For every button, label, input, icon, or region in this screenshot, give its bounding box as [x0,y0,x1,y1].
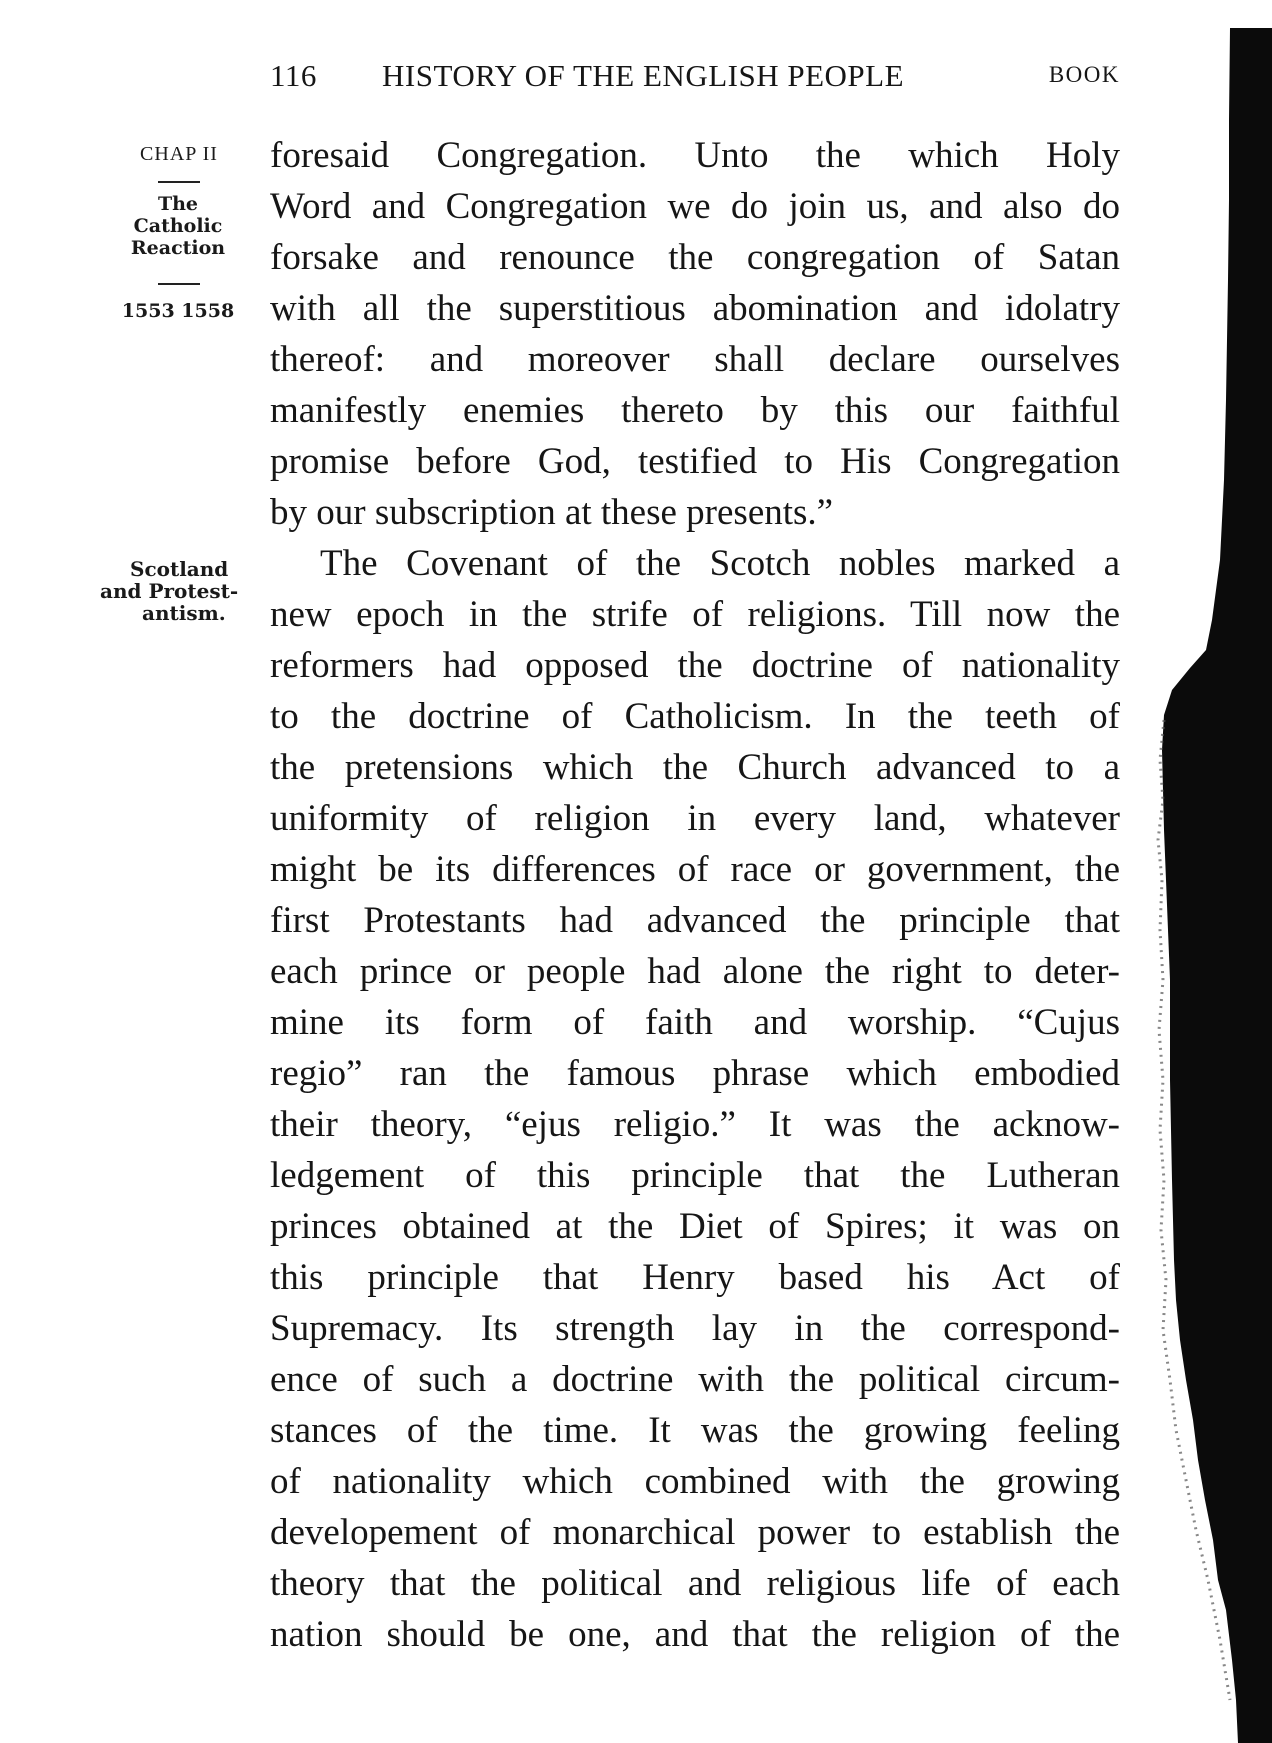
text-line: might be its differences of race or government, the [270,849,1120,890]
text-line: foresaid Congregation. Unto the which Holy [270,135,1120,176]
text-line: uniformity of religion in every land, whatever [270,798,1120,839]
text-line: Word and Congregation we do join us, and also do [270,186,1120,227]
text-line: the pretensions which the Church advanced to a [270,747,1120,788]
text-line: princes obtained at the Diet of Spires; it was on [270,1206,1120,1247]
chapter-label: CHAP II [140,143,218,165]
text-line: of nationality which combined with the growing [270,1461,1120,1502]
text-line: Supremacy. Its strength lay in the correspond- [270,1308,1120,1349]
text-line: ledgement of this principle that the Lutheran [270,1155,1120,1196]
topic-side-note [118,193,238,259]
topic-line: Catholic [133,215,223,237]
text-line: by our subscription at these presents.” [270,492,834,533]
text-line: nation should be one, and that the religion of the [270,1614,1120,1655]
text-line: their theory, “ejus religio.” It was the acknow- [270,1104,1120,1145]
topic-line: The [157,193,199,215]
text-line: developement of monarchical power to establish the [270,1512,1120,1553]
text-line: new epoch in the strife of religions. Till now the [270,594,1120,635]
page-number: 116 [270,58,317,93]
text-line: The Covenant of the Scotch nobles marked a [320,543,1120,584]
margin-rule [158,181,200,183]
text-line: ence of such a doctrine with the political circum- [270,1359,1120,1400]
running-title: HISTORY OF THE ENGLISH PEOPLE [382,58,905,93]
topic-line: Reaction [130,237,226,259]
book-label: BOOK [1048,62,1120,87]
text-line: regio” ran the famous phrase which embodied [270,1053,1120,1094]
text-line: this principle that Henry based his Act of [270,1257,1120,1298]
text-line: mine its form of faith and worship. “Cujus [270,1002,1120,1043]
margin-rule [158,283,200,285]
text-line: stances of the time. It was the growing feeling [270,1410,1120,1451]
text-line: reformers had opposed the doctrine of nationality [270,645,1120,686]
text-line: manifestly enemies thereto by this our faithful [270,390,1120,431]
date-side-note: 1553 1558 [121,300,235,322]
text-line: to the doctrine of Catholicism. In the teeth of [270,696,1120,737]
text-line: promise before God, testified to His Congregation [270,441,1120,482]
body-text [270,130,1120,1660]
gutter-shadow-shape [1162,28,1272,1743]
section-note-line: and Protest- [100,579,239,603]
gutter-edge-texture [1158,720,1230,1700]
text-line: with all the superstitious abomination and idolatry [270,288,1120,329]
section-side-note [100,558,245,624]
text-line: first Protestants had advanced the principle that [270,900,1120,941]
text-line: forsake and renounce the congregation of Satan [270,237,1120,278]
section-note-line: Scotland [130,557,229,581]
section-note-line: antism. [142,601,226,625]
text-line: thereof: and moreover shall declare ourselves [270,339,1120,380]
text-line: each prince or people had alone the right to deter- [270,951,1120,992]
text-line: theory that the political and religious life of each [270,1563,1120,1604]
running-head [270,58,1120,98]
